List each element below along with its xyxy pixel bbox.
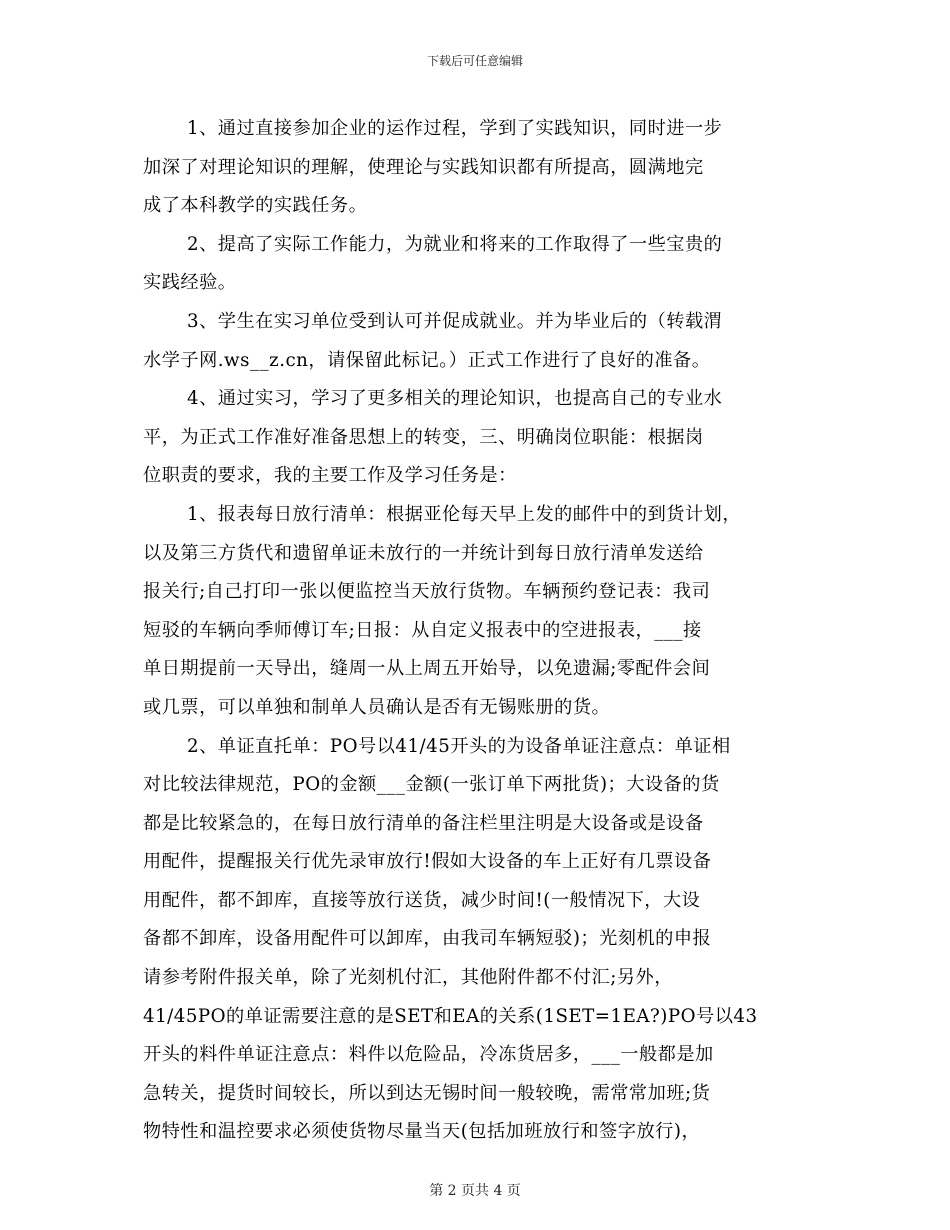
- text-line: 报关行;自己打印一张以便监控当天放行货物。车辆预约登记表：我司: [143, 581, 711, 603]
- text-line: 位职责的要求，我的主要工作及学习任务是：: [143, 465, 517, 487]
- text-line: 2、单证直托单：PO号以41/45开头的为设备单证注意点：单证相: [187, 735, 731, 757]
- text-line: 急转关，提货时间较长，所以到达无锡时间一般较晚，需常常加班;货: [143, 1082, 711, 1104]
- text-line: 1、报表每日放行清单：根据亚伦每天早上发的邮件中的到货计划，: [187, 503, 742, 525]
- text-line: 或几票，可以单独和制单人员确认是否有无锡账册的货。: [143, 696, 611, 718]
- text-line: 单日期提前一天导出，缝周一从上周五开始导，以免遗漏;零配件会间: [143, 658, 711, 680]
- text-line: 对比较法律规范，PO的金额___金额(一张订单下两批货)；大设备的货: [143, 774, 720, 796]
- text-line: 备都不卸库，设备用配件可以卸库，由我司车辆短驳)；光刻机的申报: [143, 928, 712, 950]
- text-line: 4、通过实习，学习了更多相关的理论知识，也提高自己的专业水: [187, 388, 723, 410]
- text-line: 平，为正式工作准好准备思想上的转变，三、明确岗位职能：根据岗: [143, 426, 704, 448]
- text-line: 成了本科教学的实践任务。: [143, 195, 368, 217]
- document-body: [143, 110, 823, 1152]
- text-line: 加深了对理论知识的理解，使理论与实践知识都有所提高，圆满地完: [143, 156, 704, 178]
- text-line: 3、学生在实习单位受到认可并促成就业。并为毕业后的（转载渭: [187, 310, 723, 332]
- text-line: 用配件，提醒报关行优先录审放行!假如大设备的车上正好有几票设备: [143, 851, 712, 873]
- text-line: 水学子网.ws__z.cn，请保留此标记。）正式工作进行了良好的准备。: [143, 349, 711, 371]
- text-line: 都是比较紧急的，在每日放行清单的备注栏里注明是大设备或是设备: [143, 812, 704, 834]
- text-line: 以及第三方货代和遗留单证未放行的一并统计到每日放行清单发送给: [143, 542, 704, 564]
- text-line: 41/45PO的单证需要注意的是SET和EA的关系(1SET=1EA?)PO号以43: [143, 1005, 758, 1027]
- page-footer: 第 2 页共 4 页: [429, 1183, 521, 1199]
- text-line: 开头的料件单证注意点：料件以危险品，冷冻货居多，___一般都是加: [143, 1044, 714, 1066]
- text-line: 1、通过直接参加企业的运作过程，学到了实践知识，同时进一步: [187, 118, 723, 139]
- text-line: 实践经验。: [143, 272, 237, 294]
- page-header: 下载后可任意编辑: [426, 54, 523, 68]
- text-line: 物特性和温控要求必须使货物尽量当天(包括加班放行和签字放行)，: [143, 1121, 701, 1143]
- text-line: 请参考附件报关单，除了光刻机付汇，其他附件都不付汇;另外，: [143, 967, 673, 989]
- text-line: 短驳的车辆向季师傅订车;日报：从自定义报表中的空进报表，___接: [143, 619, 702, 641]
- text-line: 2、提高了实际工作能力，为就业和将来的工作取得了一些宝贵的: [187, 233, 723, 255]
- text-line: 用配件，都不卸库，直接等放行送货，减少时间!(一般情况下，大设: [143, 889, 701, 911]
